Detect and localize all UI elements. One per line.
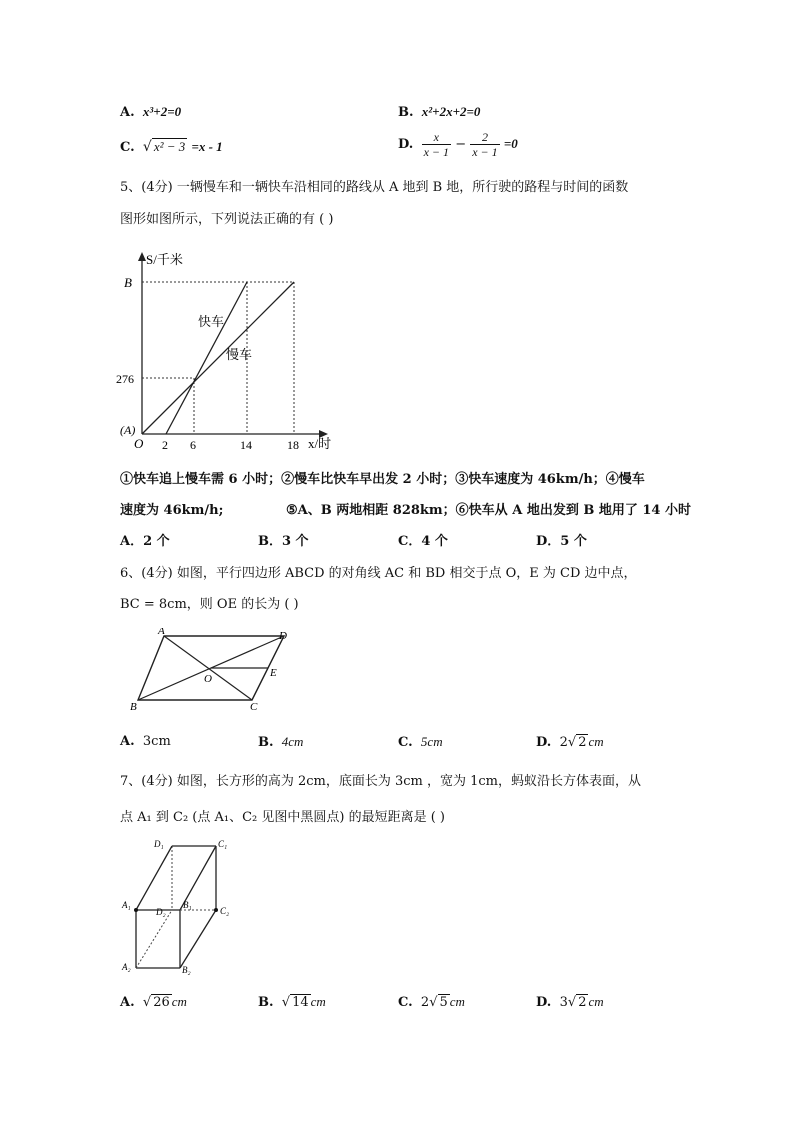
b-label: B bbox=[124, 275, 132, 290]
q4-option-b: B. x²+2x+2=0 bbox=[398, 104, 481, 120]
q5-statements-line2b: ⑤A、B 两地相距 828km；⑥快车从 A 地出发到 B 地用了 14 小时 bbox=[286, 503, 691, 518]
q5-option-d: D．5 个 bbox=[536, 534, 587, 549]
q5-statements-line2a: 速度为 46km/h; bbox=[120, 503, 224, 518]
label-d1: D₁ bbox=[154, 839, 164, 849]
point-c2 bbox=[214, 908, 218, 912]
edge-a1-d1 bbox=[136, 846, 172, 910]
label-c2: C₂ bbox=[220, 906, 230, 916]
q4-option-c: C. √ x² − 3 =x - 1 bbox=[120, 139, 223, 155]
q7-option-d: D. 3√ 2 cm bbox=[536, 994, 604, 1010]
q5-distance-time-chart bbox=[116, 246, 346, 456]
label-a1: A₁ bbox=[122, 900, 131, 910]
x-axis-label: x/时 bbox=[308, 436, 332, 451]
y-axis-arrow bbox=[138, 252, 146, 261]
slow-car-line bbox=[142, 282, 294, 434]
label-b: B bbox=[130, 701, 137, 713]
label-a: A bbox=[158, 628, 165, 637]
q6-option-c: C. 5cm bbox=[398, 734, 443, 750]
q5-stem-line2: 图形如图所示，下列说法正确的有 ( ) bbox=[120, 212, 334, 227]
origin-label: O bbox=[134, 436, 144, 451]
x-tick-18: 18 bbox=[287, 438, 299, 452]
label-d: D bbox=[279, 630, 287, 642]
q7-option-b: B. √ 14 cm bbox=[258, 994, 326, 1010]
label-b2: B₂ bbox=[182, 965, 191, 975]
q6-parallelogram-figure bbox=[126, 628, 296, 714]
q7-stem-line2: 点 A₁ 到 C₂ (点 A₁、C₂ 见图中黑圆点) 的最短距离是 ( ) bbox=[120, 810, 445, 825]
label-a2: A₂ bbox=[122, 962, 131, 972]
y-tick-276: 276 bbox=[116, 372, 134, 386]
edge-a2-d2 bbox=[136, 910, 172, 968]
q4-option-d: D. $\frac{x}{x - 1}$ − $\frac{2}{x - 1}$ =0 bbox=[398, 130, 518, 159]
q7-cuboid-figure bbox=[120, 836, 250, 976]
q7-option-c: C. 2√ 5 cm bbox=[398, 994, 465, 1010]
label-c: C bbox=[250, 701, 258, 713]
q6-option-d: D. 2√ 2 cm bbox=[536, 734, 604, 750]
label-e: E bbox=[270, 667, 277, 679]
edge-b2-c2 bbox=[180, 910, 216, 968]
x-tick-6: 6 bbox=[190, 438, 196, 452]
y-axis-label: S/千米 bbox=[146, 252, 183, 267]
q5-stem-line1: 5、(4分) 一辆慢车和一辆快车沿相同的路线从 A 地到 B 地，所行驶的路程与时间的函数 bbox=[120, 180, 629, 195]
x-tick-14: 14 bbox=[240, 438, 252, 452]
q5-statements-line1: ①快车追上慢车需 6 小时；②慢车比快车早出发 2 小时；③快车速度为 46km/h；④慢车 bbox=[120, 472, 645, 487]
q5-option-a: A．2 个 bbox=[120, 534, 170, 549]
q5-option-c: C．4 个 bbox=[398, 534, 448, 549]
x-tick-2: 2 bbox=[162, 438, 168, 452]
q7-stem-line1: 7、(4分) 如图，长方形的高为 2cm，底面长为 3cm ，宽为 1cm，蚂蚁沿长方体表面，从 bbox=[120, 774, 641, 789]
q6-stem-line1: 6、(4分) 如图，平行四边形 ABCD 的对角线 AC 和 BD 相交于点 O，E 为 CD 边中点， bbox=[120, 566, 637, 581]
q7-option-a: A. √ 26 cm bbox=[120, 994, 187, 1010]
label-b1: B₁ bbox=[183, 900, 192, 910]
q4-option-a: A. x³+2=0 bbox=[120, 104, 182, 120]
point-a1 bbox=[134, 908, 138, 912]
q5-option-b: B．3 个 bbox=[258, 534, 309, 549]
q6-option-b: B. 4cm bbox=[258, 734, 304, 750]
label-c1: C₁ bbox=[218, 839, 228, 849]
q6-stem-line2: BC = 8cm，则 OE 的长为 ( ) bbox=[120, 597, 299, 612]
a-label: (A) bbox=[120, 423, 136, 437]
q6-option-a: A. 3cm bbox=[120, 734, 171, 749]
label-o: O bbox=[204, 673, 212, 685]
slow-car-label: 慢车 bbox=[226, 347, 253, 362]
fast-car-label: 快车 bbox=[198, 314, 225, 329]
label-d2: D₂ bbox=[156, 907, 166, 917]
